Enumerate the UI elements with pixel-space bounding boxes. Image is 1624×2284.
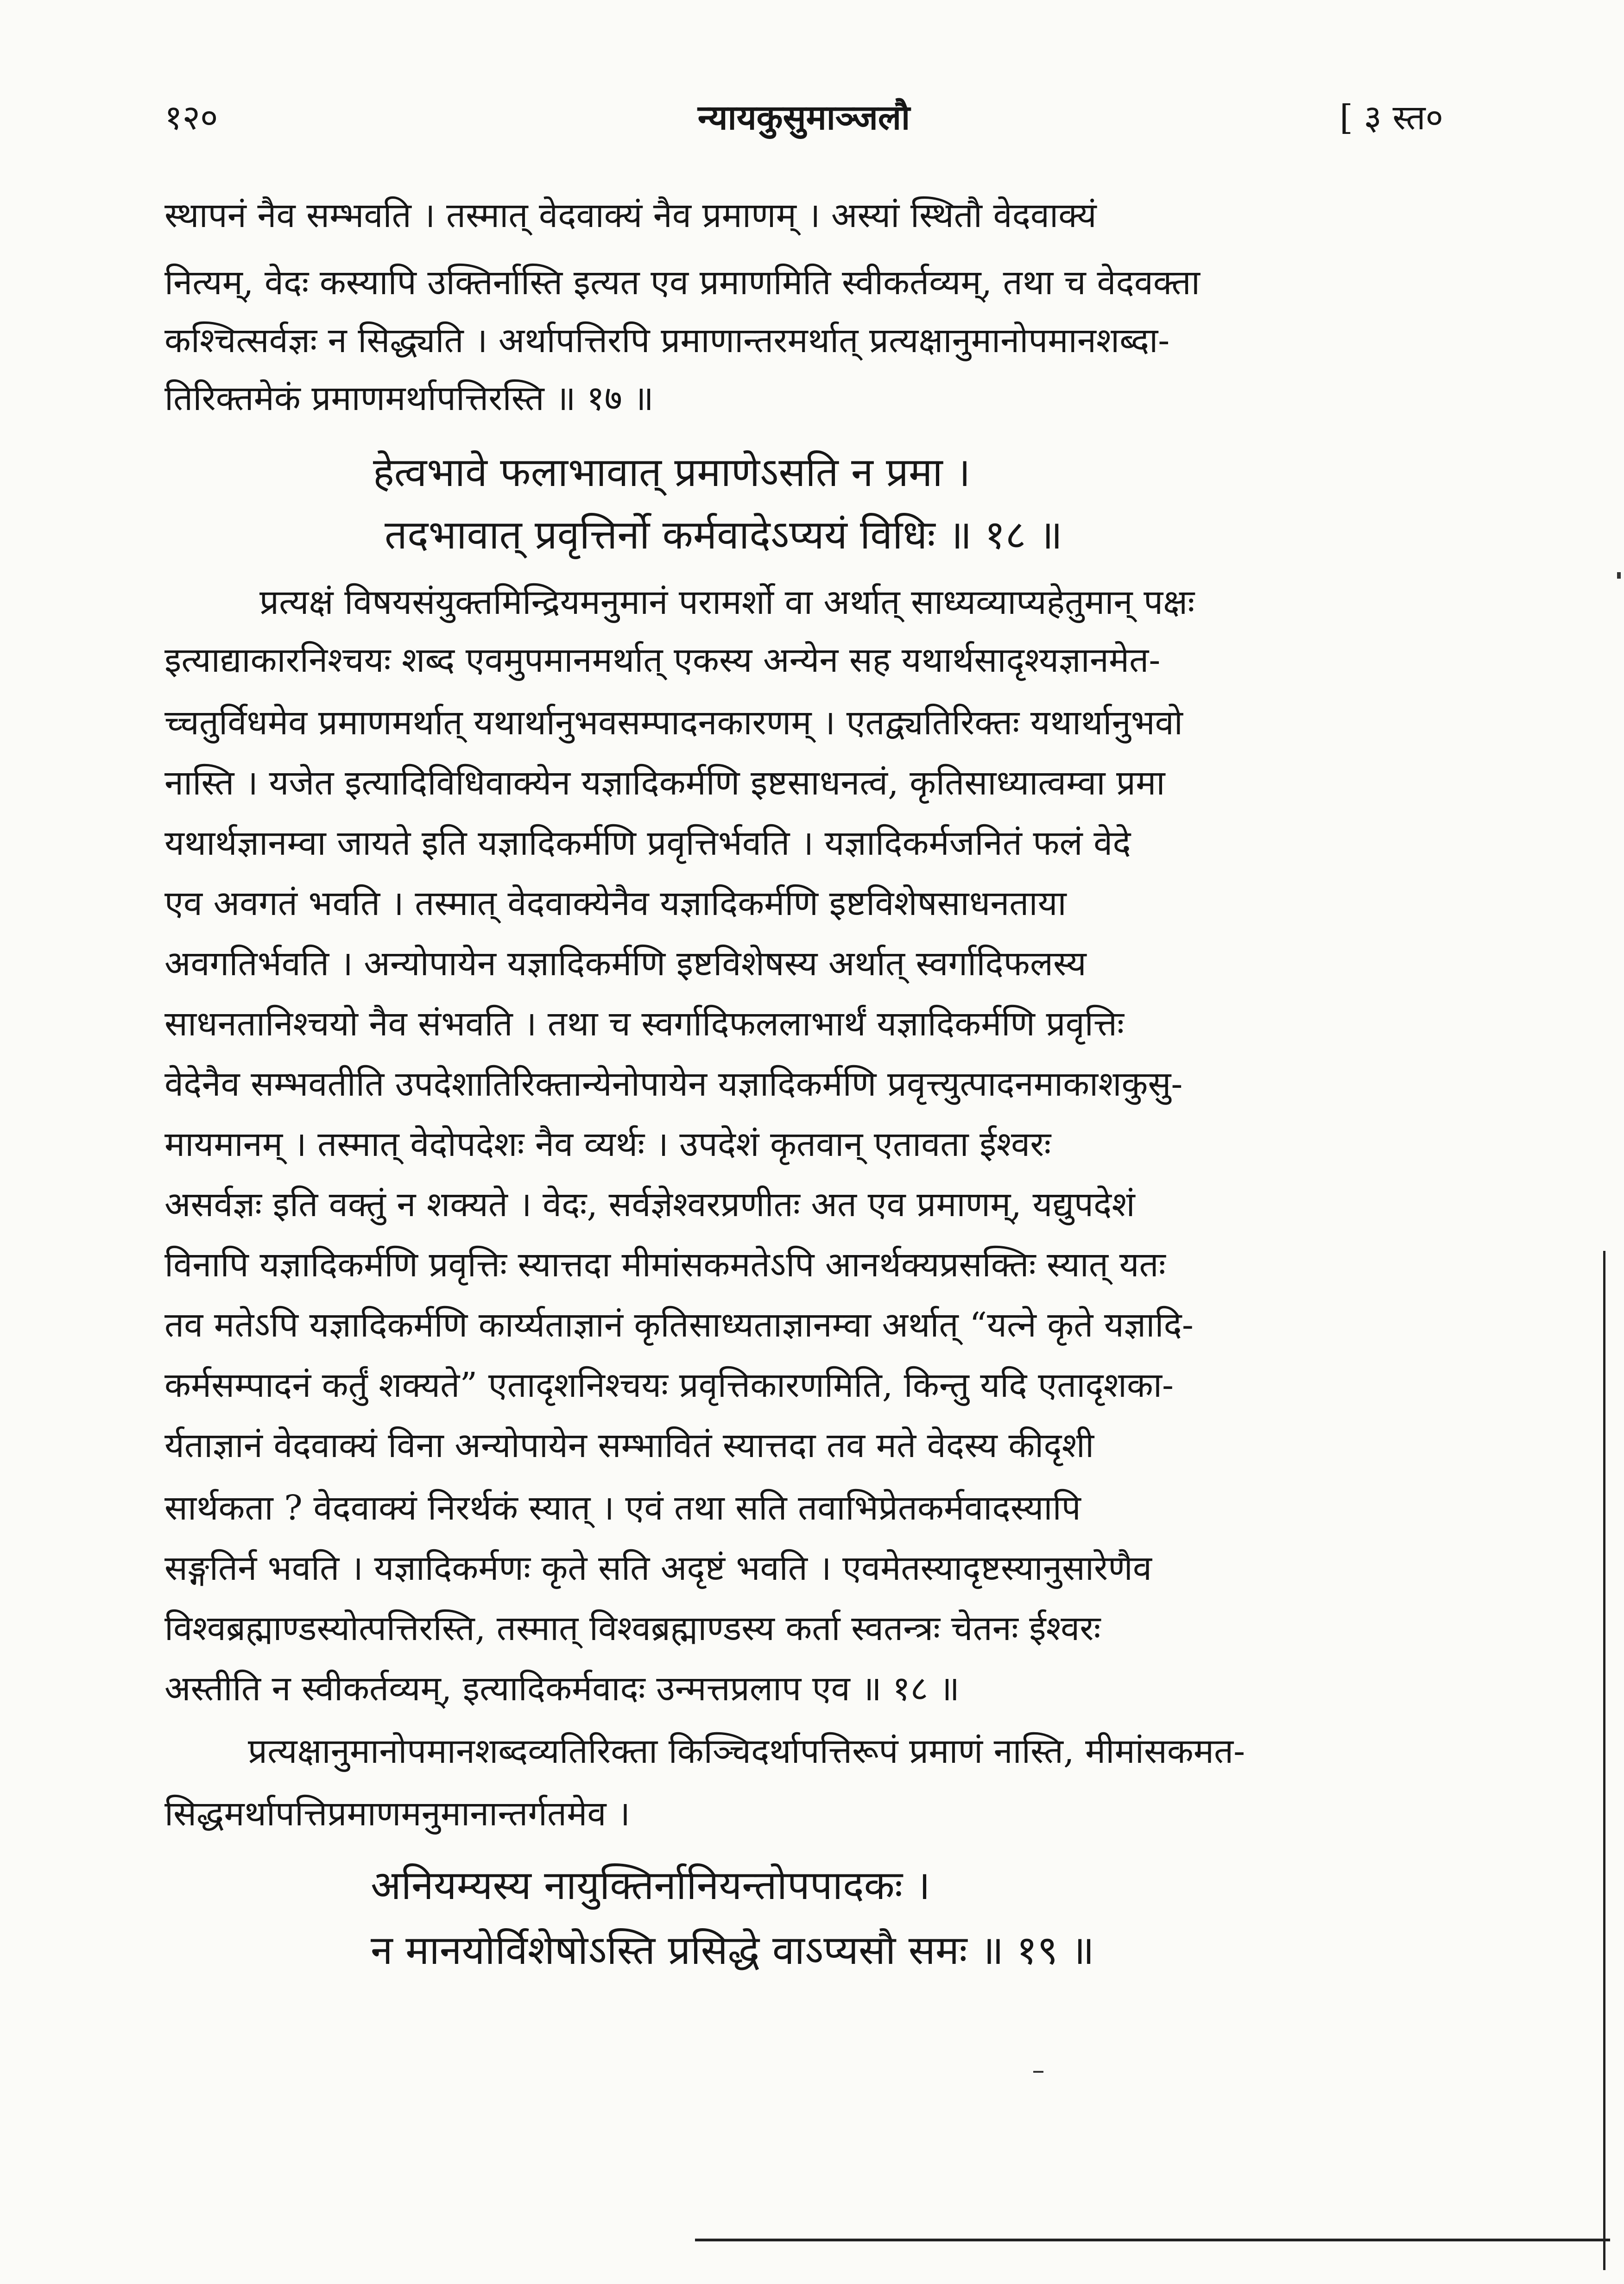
text-line: नित्यम्, वेदः कस्यापि उक्तिर्नास्ति इत्यत एव प्रमाणमिति स्वीकर्तव्यम्, तथा च वेदवक्ता xyxy=(164,263,1200,303)
verse-line: हेत्वभावे फलाभावात् प्रमाणेऽसति न प्रमा । xyxy=(373,449,971,496)
text-line: तिरिक्तमेकं प्रमाणमर्थापत्तिरस्ति ॥ १७ ॥ xyxy=(164,379,654,418)
text-line: साधनतानिश्चयो नैव संभवति । तथा च स्वर्गादिफललाभार्थं यज्ञादिकर्मणि प्रवृत्तिः xyxy=(164,1004,1124,1044)
verse-line: अनियम्यस्य नायुक्तिर्नानियन्तोपपादकः । xyxy=(371,1862,931,1909)
section-marker: [ ३ स्त० xyxy=(1340,98,1443,138)
text-line: अवगतिर्भवति । अन्योपायेन यज्ञादिकर्मणि इष्टविशेषस्य अर्थात् स्वर्गादिफलस्य xyxy=(164,944,1087,984)
text-line: च्चतुर्विधमेव प्रमाणमर्थात् यथार्थानुभवसम्पादनकारणम् । एतद्व्यतिरिक्तः यथार्थानुभवो xyxy=(164,703,1183,743)
text-line: कश्चित्सर्वज्ञः न सिद्ध्यति । अर्थापत्तिरपि प्रमाणान्तरमर्थात् प्रत्यक्षानुमानोपमानशब्दा- xyxy=(164,321,1170,360)
text-line: प्रत्यक्षं विषयसंयुक्तमिन्द्रियमनुमानं परामर्शो वा अर्थात् साध्यव्याप्यहेतुमान् पक्षः xyxy=(259,582,1195,622)
running-header xyxy=(164,93,1443,148)
text-line: अस्तीति न स्वीकर्तव्यम्, इत्यादिकर्मवादः उन्मत्तप्रलाप एव ॥ १८ ॥ xyxy=(164,1669,960,1709)
text-line: नास्ति । यजेत इत्यादिविधिवाक्येन यज्ञादिकर्मणि इष्टसाधनत्वं, कृतिसाध्यात्वम्वा प्रमा xyxy=(164,763,1165,803)
text-line: प्रत्यक्षानुमानोपमानशब्दव्यतिरिक्ता किञ्चिदर्थापत्तिरूपं प्रमाणं नास्ति, मीमांसकमत- xyxy=(248,1731,1245,1771)
text-line: सार्थकता ? वेदवाक्यं निरर्थकं स्यात् । एवं तथा सति तवाभिप्रेतकर्मवादस्यापि xyxy=(164,1488,1081,1528)
text-line: र्यताज्ञानं वेदवाक्यं विना अन्योपायेन सम्भावितं स्यात्तदा तव मते वेदस्य कीदृशी xyxy=(164,1426,1094,1465)
text-line: तव मतेऽपि यज्ञादिकर्मणि कार्य्यताज्ञानं कृतिसाध्यताज्ञानम्वा अर्थात् “यत्ने कृते यज्ञादि- xyxy=(164,1305,1194,1345)
text-line: स्थापनं नैव सम्भवति । तस्मात् वेदवाक्यं नैव प्रमाणम् । अस्यां स्थितौ वेदवाक्यं xyxy=(164,196,1097,235)
verse-line: तदभावात् प्रवृत्तिर्नो कर्मवादेऽप्ययं विधिः ॥ १८ ॥ xyxy=(385,512,1063,558)
book-title: न्यायकुसुमाञ्जलौ xyxy=(697,98,910,138)
text-line: यथार्थज्ञानम्वा जायते इति यज्ञादिकर्मणि प्रवृत्तिर्भवति । यज्ञादिकर्मजनितं फलं वेदे xyxy=(164,823,1131,863)
text-line: विनापि यज्ञादिकर्मणि प्रवृत्तिः स्यात्तदा मीमांसकमतेऽपि आनर्थक्यप्रसक्तिः स्यात् यतः xyxy=(164,1245,1166,1285)
bottom-edge-line xyxy=(695,2239,1610,2241)
text-line: इत्याद्याकारनिश्चयः शब्द एवमुपमानमर्थात् एकस्य अन्येन सह यथार्थसादृश्यज्ञानमेत- xyxy=(164,640,1161,680)
text-line: मायमानम् । तस्मात् वेदोपदेशः नैव व्यर्थः । उपदेशं कृतवान् एतावता ईश्वरः xyxy=(164,1124,1051,1164)
binding-edge-line xyxy=(1603,1251,1605,2270)
scan-speck xyxy=(1033,2071,1043,2073)
scan-speck xyxy=(1617,572,1621,579)
text-line: असर्वज्ञः इति वक्तुं न शक्यते । वेदः, सर्वज्ञेश्वरप्रणीतः अत एव प्रमाणम्, यद्युपदेशं xyxy=(164,1185,1135,1224)
page-number: १२० xyxy=(164,98,218,138)
text-line: विश्वब्रह्माण्डस्योत्पत्तिरस्ति, तस्मात् विश्वब्रह्माण्डस्य कर्ता स्वतन्त्रः चेतनः ईश्वरः xyxy=(164,1609,1101,1648)
text-line: सङ्गतिर्न भवति । यज्ञादिकर्मणः कृते सति अदृष्टं भवति । एवमेतस्यादृष्टस्यानुसारेणैव xyxy=(164,1548,1152,1588)
text-line: सिद्धमर्थापत्तिप्रमाणमनुमानान्तर्गतमेव । xyxy=(164,1794,631,1834)
text-line: एव अवगतं भवति । तस्मात् वेदवाक्येनैव यज्ञादिकर्मणि इष्टविशेषसाधनताया xyxy=(164,883,1067,923)
text-line: वेदेनैव सम्भवतीति उपदेशातिरिक्तान्येनोपायेन यज्ञादिकर्मणि प्रवृत्त्युत्पादनमाकाशकुसु- xyxy=(164,1064,1183,1104)
text-line: कर्मसम्पादनं कर्तुं शक्यते” एतादृशनिश्चयः प्रवृत्तिकारणमिति, किन्तु यदि एतादृशका- xyxy=(164,1365,1174,1405)
verse-line: न मानयोर्विशेषोऽस्ति प्रसिद्धे वाऽप्यसौ समः ॥ १९ ॥ xyxy=(371,1927,1095,1974)
